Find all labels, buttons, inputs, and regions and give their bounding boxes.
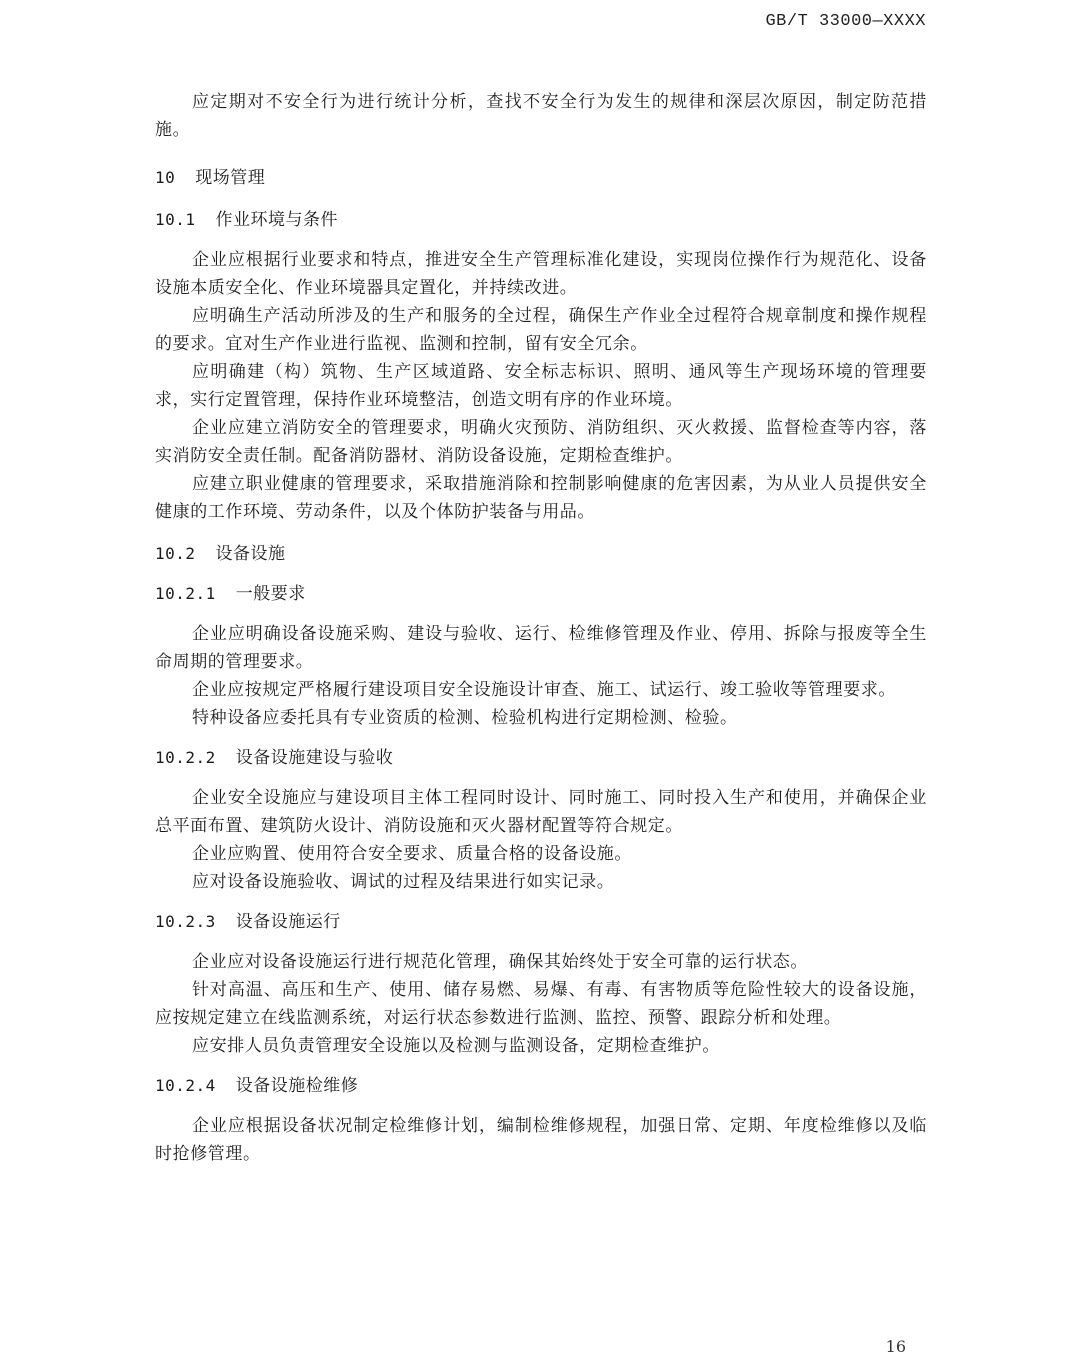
paragraph: 企业安全设施应与建设项目主体工程同时设计、同时施工、同时投入生产和使用，并确保企业总平面布置、建筑防火设计、消防设施和灭火器材配置等符合规定。 [155, 788, 927, 836]
paragraph: 应定期对不安全行为进行统计分析，查找不安全行为发生的规律和深层次原因，制定防范措施。 [155, 92, 927, 140]
paragraph: 针对高温、高压和生产、使用、储存易燃、易爆、有毒、有害物质等危险性较大的设备设施，应按规定建立在线监测系统，对运行状态参数进行监测、监控、预警、跟踪分析和处理。 [155, 980, 927, 1028]
paragraph: 应建立职业健康的管理要求，采取措施消除和控制影响健康的危害因素，为从业人员提供安全健康的工作环境、劳动条件，以及个体防护装备与用品。 [155, 474, 927, 522]
paragraph: 应明确建（构）筑物、生产区域道路、安全标志标识、照明、通风等生产现场环境的管理要求，实行定置管理，保持作业环境整洁，创造文明有序的作业环境。 [155, 362, 927, 410]
section-number: 10.2.3 [155, 912, 216, 931]
section-number: 10.1 [155, 210, 196, 229]
section-heading-10 [155, 164, 927, 192]
paragraph: 企业应根据行业要求和特点，推进安全生产管理标准化建设，实现岗位操作行为规范化、设备设施本质安全化、作业环境器具定置化，并持续改进。 [155, 250, 927, 298]
section-heading-10-1 [155, 206, 927, 234]
section-title: 设备设施 [215, 544, 286, 564]
section-heading-10-2 [155, 540, 927, 568]
section-title: 作业环境与条件 [215, 210, 339, 230]
paragraph: 企业应明确设备设施采购、建设与验收、运行、检维修管理及作业、停用、拆除与报废等全生命周期的管理要求。 [155, 624, 927, 672]
paragraph: 企业应对设备设施运行进行规范化管理，确保其始终处于安全可靠的运行状态。 [192, 952, 808, 972]
section-number: 10.2.1 [155, 584, 216, 603]
paragraph: 企业应根据设备状况制定检维修计划，编制检维修规程，加强日常、定期、年度检维修以及临时抢修管理。 [155, 1116, 927, 1164]
paragraph: 应明确生产活动所涉及的生产和服务的全过程，确保生产作业全过程符合规章制度和操作规程的要求。宜对生产作业进行监视、监测和控制，留有安全冗余。 [155, 306, 927, 354]
section-heading-10-2-1 [155, 580, 927, 608]
document-body [155, 88, 927, 1168]
section-title: 设备设施运行 [235, 912, 341, 932]
paragraph: 特种设备应委托具有专业资质的检测、检验机构进行定期检测、检验。 [192, 708, 738, 728]
section-title: 设备设施建设与验收 [235, 748, 394, 768]
paragraph: 应对设备设施验收、调试的过程及结果进行如实记录。 [192, 872, 615, 892]
paragraph: 企业应按规定严格履行建设项目安全设施设计审查、施工、试运行、竣工验收等管理要求。 [192, 680, 896, 700]
paragraph: 企业应建立消防安全的管理要求，明确火灾预防、消防组织、灭火救援、监督检查等内容，落实消防安全责任制。配备消防器材、消防设备设施，定期检查维护。 [155, 418, 927, 466]
section-heading-10-2-3 [155, 908, 927, 936]
section-heading-10-2-4 [155, 1072, 927, 1100]
section-number: 10.2.4 [155, 1076, 216, 1095]
section-title: 设备设施检维修 [235, 1076, 359, 1096]
paragraph: 企业应购置、使用符合安全要求、质量合格的设备设施。 [192, 844, 632, 864]
paragraph: 应安排人员负责管理安全设施以及检测与监测设备，定期检查维护。 [192, 1036, 720, 1056]
section-number: 10.2 [155, 544, 196, 563]
section-heading-10-2-2 [155, 744, 927, 772]
document-code: GB/T 33000—XXXX [765, 12, 926, 31]
section-title: 一般要求 [235, 584, 306, 604]
section-number: 10 [155, 168, 176, 187]
page-number: 16 [885, 1337, 906, 1356]
section-number: 10.2.2 [155, 748, 216, 767]
section-title: 现场管理 [195, 168, 266, 188]
